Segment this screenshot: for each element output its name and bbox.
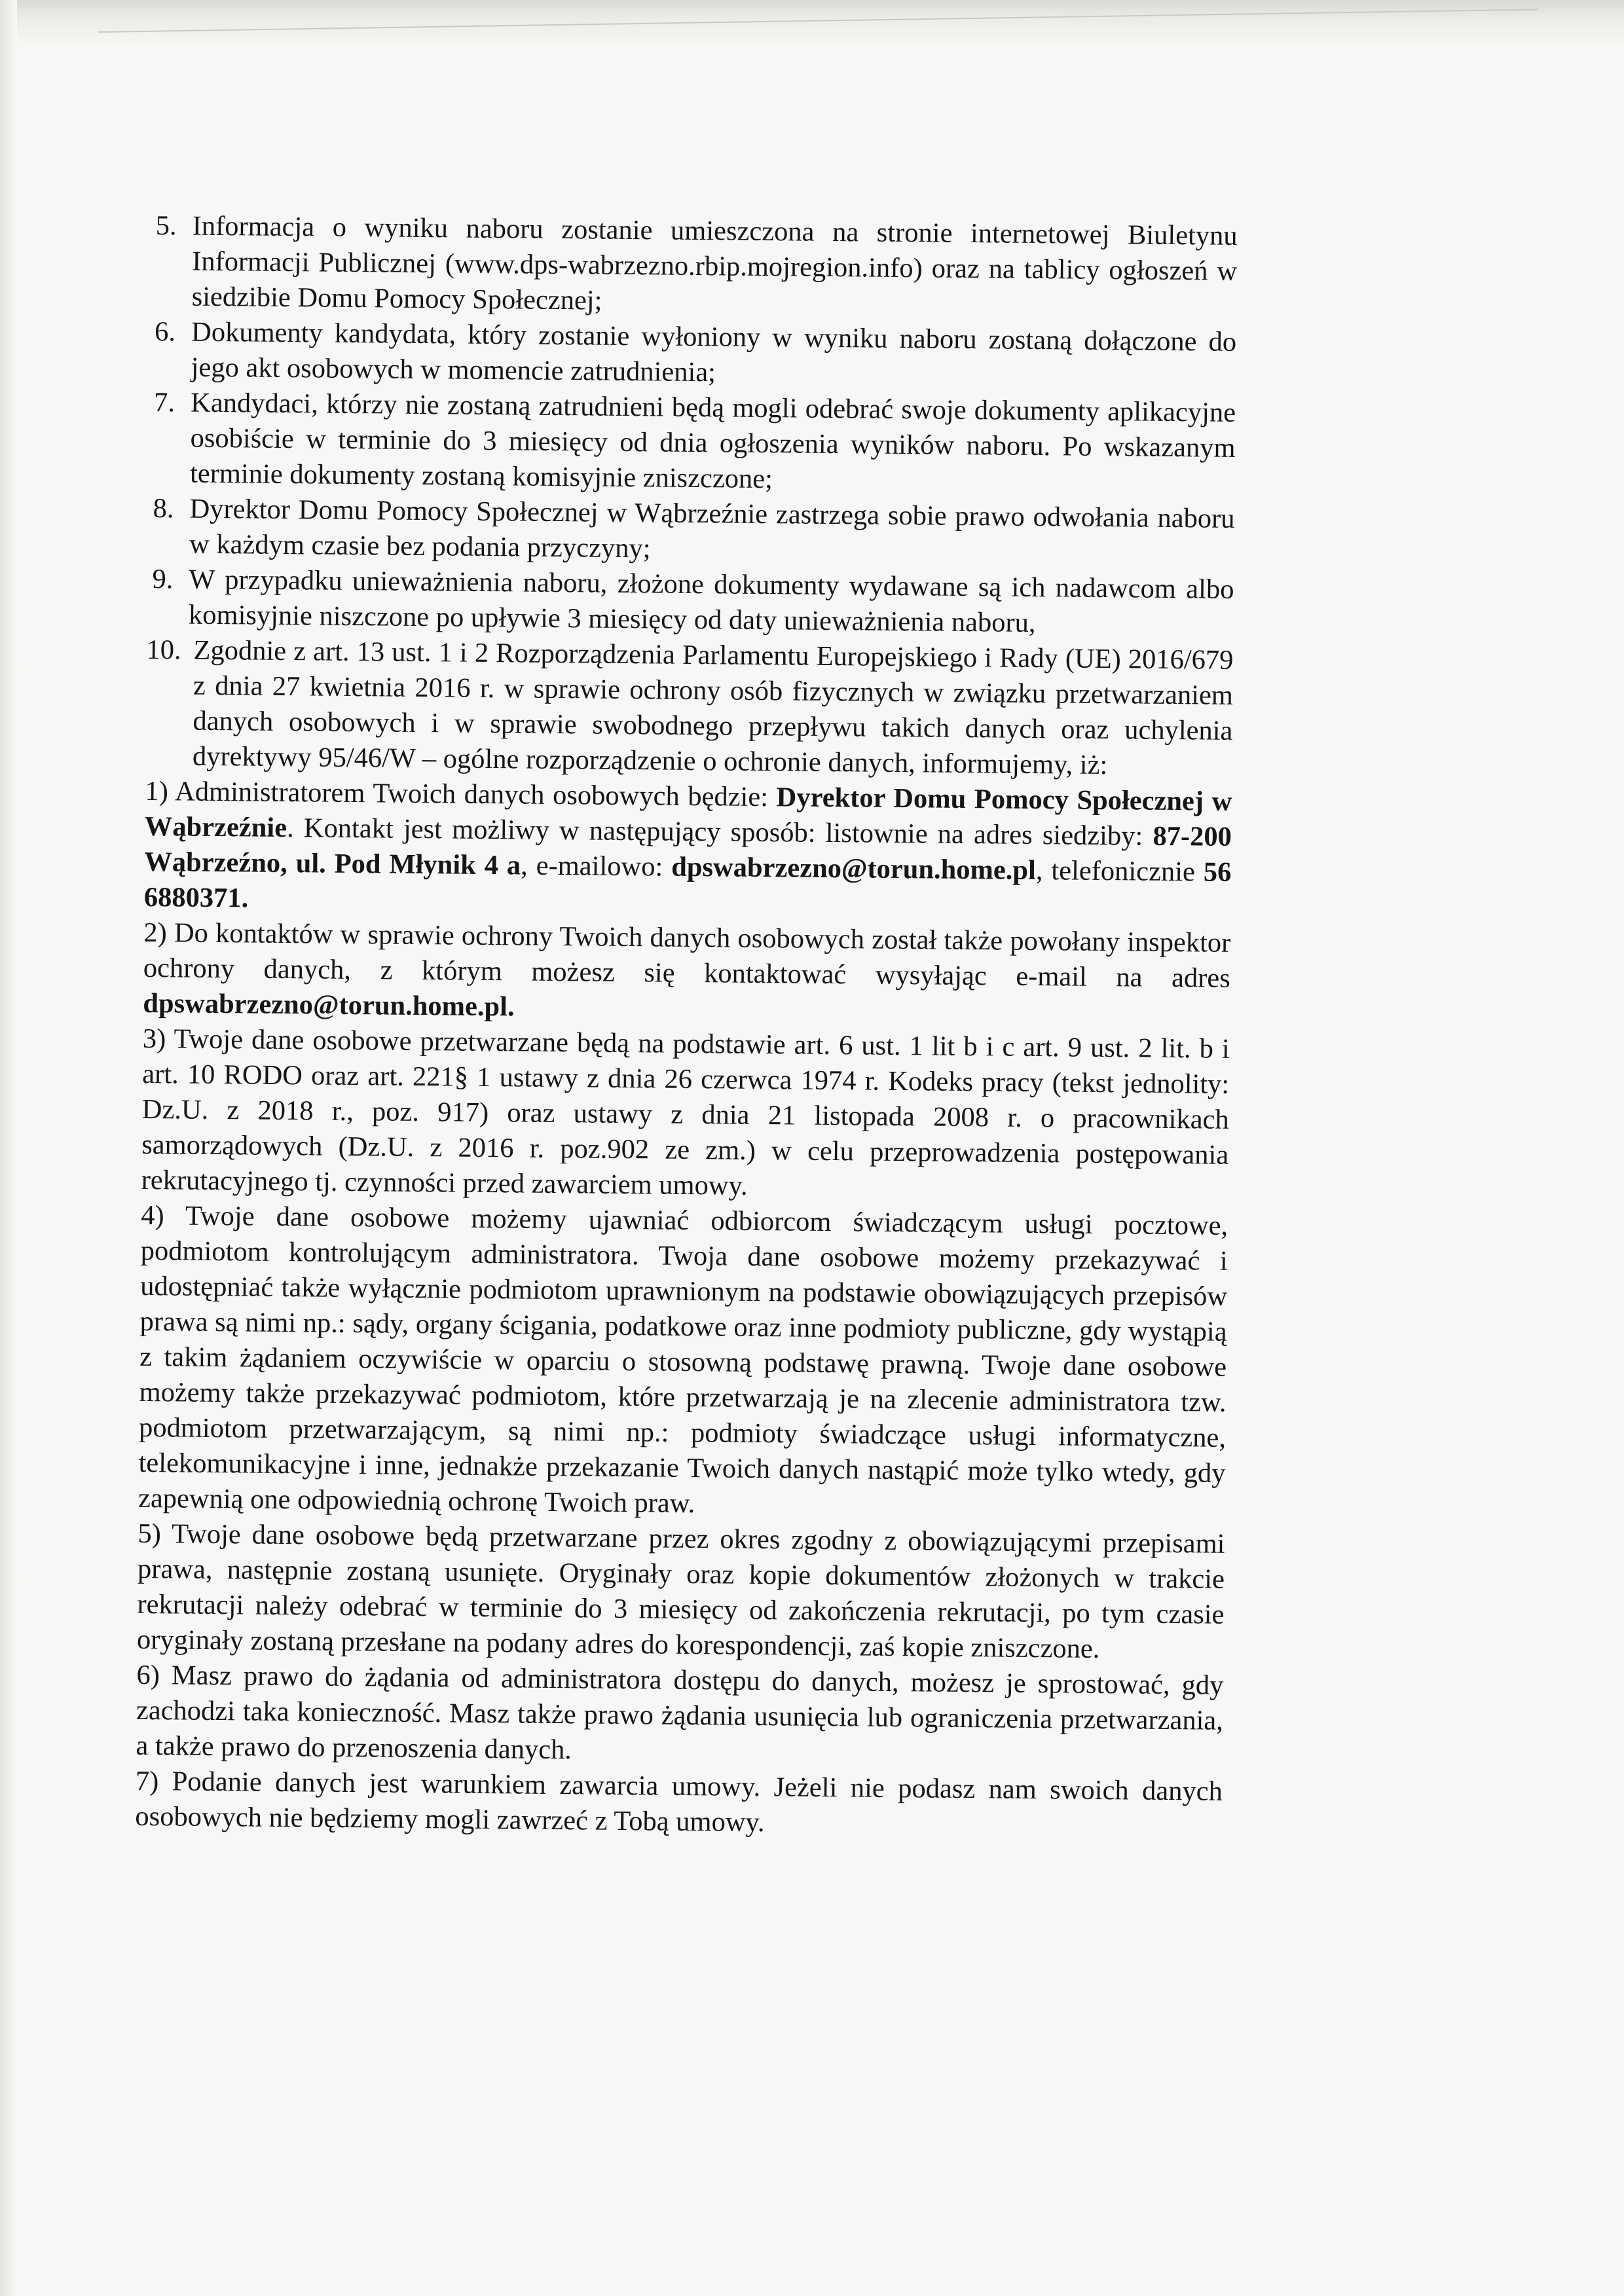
email-intro: , e-mailowo: xyxy=(520,850,672,883)
item-text: Zgodnie z art. 13 ust. 1 i 2 Rozporządzenia Parlamentu Europejskiego i Rady (UE) 2016/679 z dnia 27 kwietnia 2016 r. w sprawie ochrony osób fizycznych w związku przetwarzaniem danych osobowych i w sprawie swobodnego przepływu takich danych oraz uchylenia dyrektywy 95/46/W – ogólne rozporządzenie o ochronie danych, informujemy, iż: xyxy=(192,634,1234,781)
scan-edge-left xyxy=(0,0,17,2296)
item-number: 9. xyxy=(152,564,174,595)
item-number: 6. xyxy=(154,316,176,348)
clause-administrator xyxy=(144,774,1232,926)
clause-retention: 5) Twoje dane osobowe będą przetwarzane przez okres zgodny z obowiązującymi przepisami prawa, następnie zostaną usunięte. Oryginały oraz kopie dokumentów złożonych w trakcie rekrutacji należy odebrać w terminie do 3 miesięcy od zakończenia rekrutacji, po tym czasie oryginały zostaną przesłane na podany adres do korespondencji, zaś kopie zniszczone. xyxy=(136,1518,1225,1665)
contact-phone: 56 6880371. xyxy=(143,856,1232,914)
item-text: Kandydaci, którzy nie zostaną zatrudnieni będą mogli odebrać swoje dokumenty aplikacyjne osobiście w terminie do 3 miesięcy od dnia ogłoszenia wyników naboru. Po wskazanym terminie dokumenty zostaną komisyjnie zniszczone; xyxy=(189,387,1236,495)
item-text: Informacja o wyniku naboru zostanie umieszczona na stronie internetowej Biuletynu Informacji Publicznej (www.dps-wabrzezno.rbip.mojregion.info) oraz na tablicy ogłoszeń w siedzibie Domu Pomocy Społecznej; xyxy=(191,210,1238,316)
administrator-name: Dyrektor Domu Pomocy Społecznej w Wąbrzeźnie xyxy=(144,782,1232,844)
numbered-item xyxy=(147,491,1235,572)
numbered-item xyxy=(145,632,1234,784)
item-number: 5. xyxy=(155,210,177,242)
clause-rights: 6) Masz prawo do żądania od administratora dostępu do danych, możesz je sprostować, gdy zachodzi taka konieczność. Masz także prawo żądania usunięcia lub ograniczenia przetwarzania, a także prawo do przenoszenia danych. xyxy=(136,1659,1224,1766)
item-text: Dyrektor Domu Pomocy Społecznej w Wąbrzeźnie zastrzega sobie prawo odwołania naboru w każdym czasie bez podania przyczyny; xyxy=(189,493,1235,564)
numbered-item xyxy=(147,562,1234,643)
item-text: Dokumenty kandydata, który zostanie wyłoniony w wyniku naboru zostaną dołączone do jego akt osobowych w momencie zatrudnienia; xyxy=(191,316,1237,388)
item-number: 10. xyxy=(146,634,181,666)
clause-dpo-text: 2) Do kontaktów w sprawie ochrony Twoich danych osobowych został także powołany inspektor ochrony danych, z którym możesz się kontaktować wysyłając e-mail na adres xyxy=(143,917,1231,994)
contact-email: dpswabrzezno@torun.home.pl xyxy=(671,851,1037,886)
clause-legal-basis: 3) Twoje dane osobowe przetwarzane będą na podstawie art. 6 ust. 1 lit b i c art. 9 ust. 2 lit. b i art. 10 RODO oraz art. 221§ 1 ustawy z dnia 26 czerwca 1974 r. Kodeks pracy (tekst jednolity: Dz.U. z 2018 r., poz. 917) oraz ustawy z dnia 21 listopada 2008 r. o pracownikach samorządowych (Dz.U. z 2016 r. poz.902 ze zm.) w celu przeprowadzenia postępowania rekrutacyjnego tj. czynności przed zawarciem umowy. xyxy=(141,1023,1230,1201)
dpo-email: dpswabrzezno@torun.home.pl. xyxy=(143,987,515,1023)
item-number: 7. xyxy=(153,387,175,418)
clause-requirement: 7) Podanie danych jest warunkiem zawarcia umowy. Jeżeli nie podasz nam swoich danych osobowych nie będziemy mogli zawrzeć z Tobą umowy. xyxy=(135,1765,1223,1838)
item-text: W przypadku unieważnienia naboru, złożone dokumenty wydawane są ich nadawcom albo komisyjnie niszczone po upływie 3 miesięcy od daty unieważnienia naboru, xyxy=(188,564,1234,639)
phone-intro: , telefonicznie xyxy=(1035,855,1204,888)
item-number: 8. xyxy=(153,493,174,524)
postal-address: 87-200 Wąbrzeźno, ul. Pod Młynik 4 a xyxy=(144,820,1232,881)
clause-data-protection-officer xyxy=(143,915,1230,1032)
numbered-item xyxy=(148,385,1236,501)
numbered-item xyxy=(149,314,1236,395)
clause-recipients: 4) Twoje dane osobowe możemy ujawniać odbiorcom świadczącym usługi pocztowe, podmiotom kontrolującym administratora. Twoja dane osobowe możemy przekazywać i udostępniać także wyłącznie podmiotom uprawnionym na podstawie obowiązujących przepisów prawa są nimi np.: sądy, organy ścigania, podatkowe oraz inne podmioty publiczne, gdy wystąpią z takim żądaniem oczywiście w oparciu o stosowną podstawę prawną. Twoje dane osobowe możemy także przekazywać podmiotom, które przetwarzają je na zlecenie administratora tzw. podmiotom przetwarzającym, są nimi np.: podmioty świadczące usługi informatyczne, telekomunikacyjne i inne, jednakże przekazanie Twoich danych nastąpić może tylko wtedy, gdy zapewnią one odpowiednią ochronę Twoich praw. xyxy=(138,1199,1228,1520)
scan-edge-top xyxy=(0,0,1624,46)
clause-administrator-prefix: 1) Administratorem Twoich danych osobowych będzie: xyxy=(145,775,777,813)
contact-intro: . Kontakt jest możliwy w następujący sposób: listownie na adres siedziby: xyxy=(286,812,1153,852)
document-page xyxy=(135,208,1238,1845)
numbered-item xyxy=(149,208,1237,325)
